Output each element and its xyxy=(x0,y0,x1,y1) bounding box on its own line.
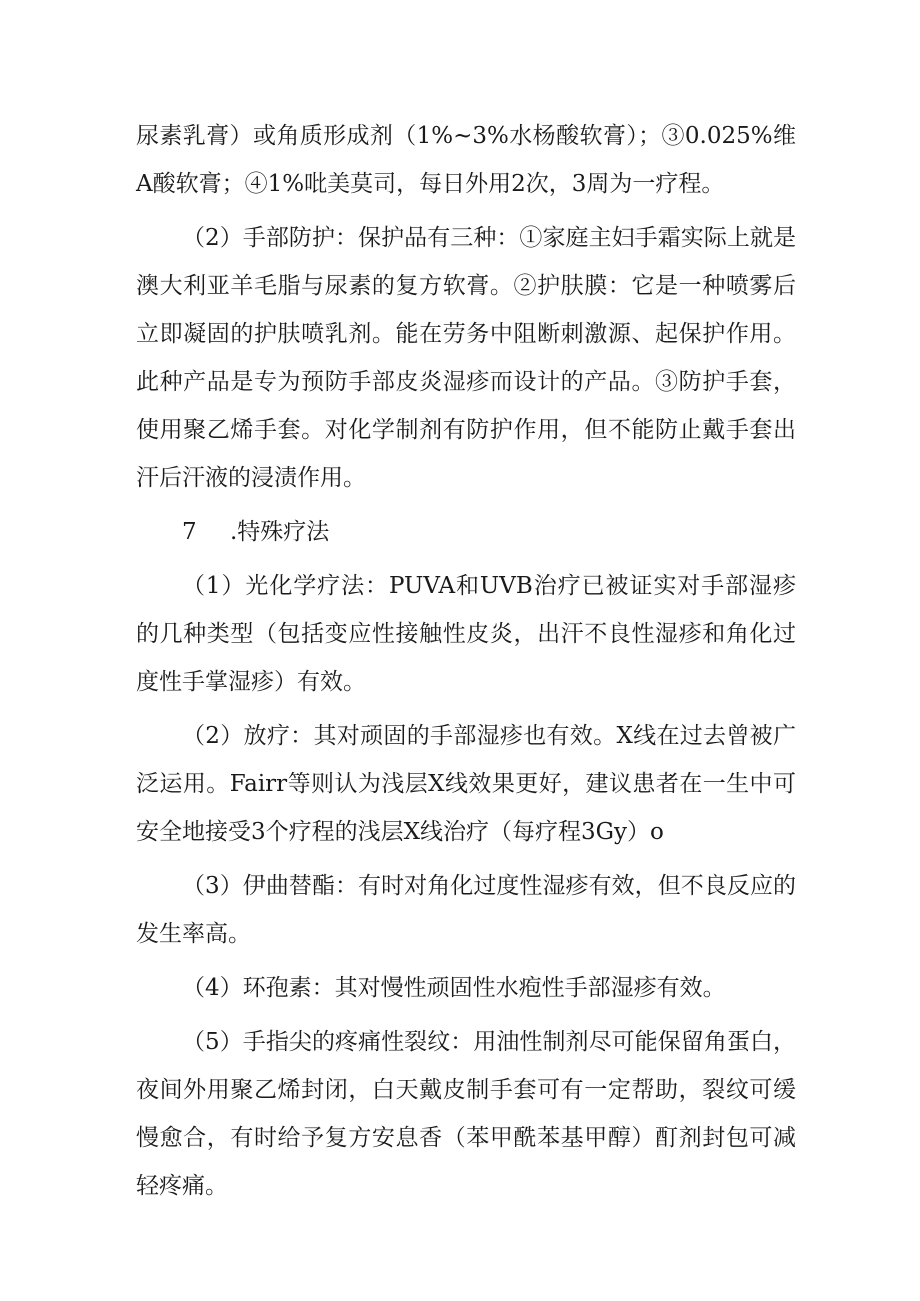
section-title: .特殊疗法 xyxy=(230,519,330,545)
paragraph-etretinate: （3）伊曲替酯：有时对角化过度性湿疹有效，但不良反应的发生率高。 xyxy=(136,873,796,947)
paragraph-hand-protection: （2）手部防护：保护品有三种：①家庭主妇手霜实际上就是澳大利亚羊毛脂与尿素的复方软膏。②护肤膜：它是一种喷雾后立即凝固的护肤喷乳剂。能在劳务中阻断刺激源、起保护作用。此种产品是专为预防手部皮炎湿疹而设计的产品。③防护手套，使用聚乙烯手套。对化学制剂有防护作用，但不能防止戴手套出汗后汗液的浸渍作用。 xyxy=(136,225,796,491)
section-heading-special-therapy xyxy=(136,508,796,556)
document-body xyxy=(136,112,796,1210)
paragraph-cyclosporine: （4）环孢素：其对慢性顽固性水疱性手部湿疹有效。 xyxy=(182,975,726,1001)
paragraph-fingertip-fissures: （5）手指尖的疼痛性裂纹：用油性制剂尽可能保留角蛋白，夜间外用聚乙烯封闭，白天戴皮制手套可有一定帮助，裂纹可缓慢愈合，有时给予复方安息香（苯甲酰苯基甲醇）酊剂封包可减轻疼痛。 xyxy=(136,1029,796,1199)
section-number: 7 xyxy=(182,519,197,545)
paragraph-topical-agents: 尿素乳膏）或角质形成剂（1%~3%水杨酸软膏）；③0.025%维A酸软膏；④1%吡美莫司，每日外用2次，3周为一疗程。 xyxy=(136,123,796,197)
paragraph-radiotherapy: （2）放疗：其对顽固的手部湿疹也有效。X线在过去曾被广泛运用。Fairr等则认为浅层X线效果更好，建议患者在一生中可安全地接受3个疗程的浅层X线治疗（每疗程3Gy）o xyxy=(136,723,796,845)
paragraph-photochemotherapy: （1）光化学疗法：PUVA和UVB治疗已被证实对手部湿疹的几种类型（包括变应性接触性皮炎，出汗不良性湿疹和角化过度性手掌湿疹）有效。 xyxy=(136,573,796,695)
